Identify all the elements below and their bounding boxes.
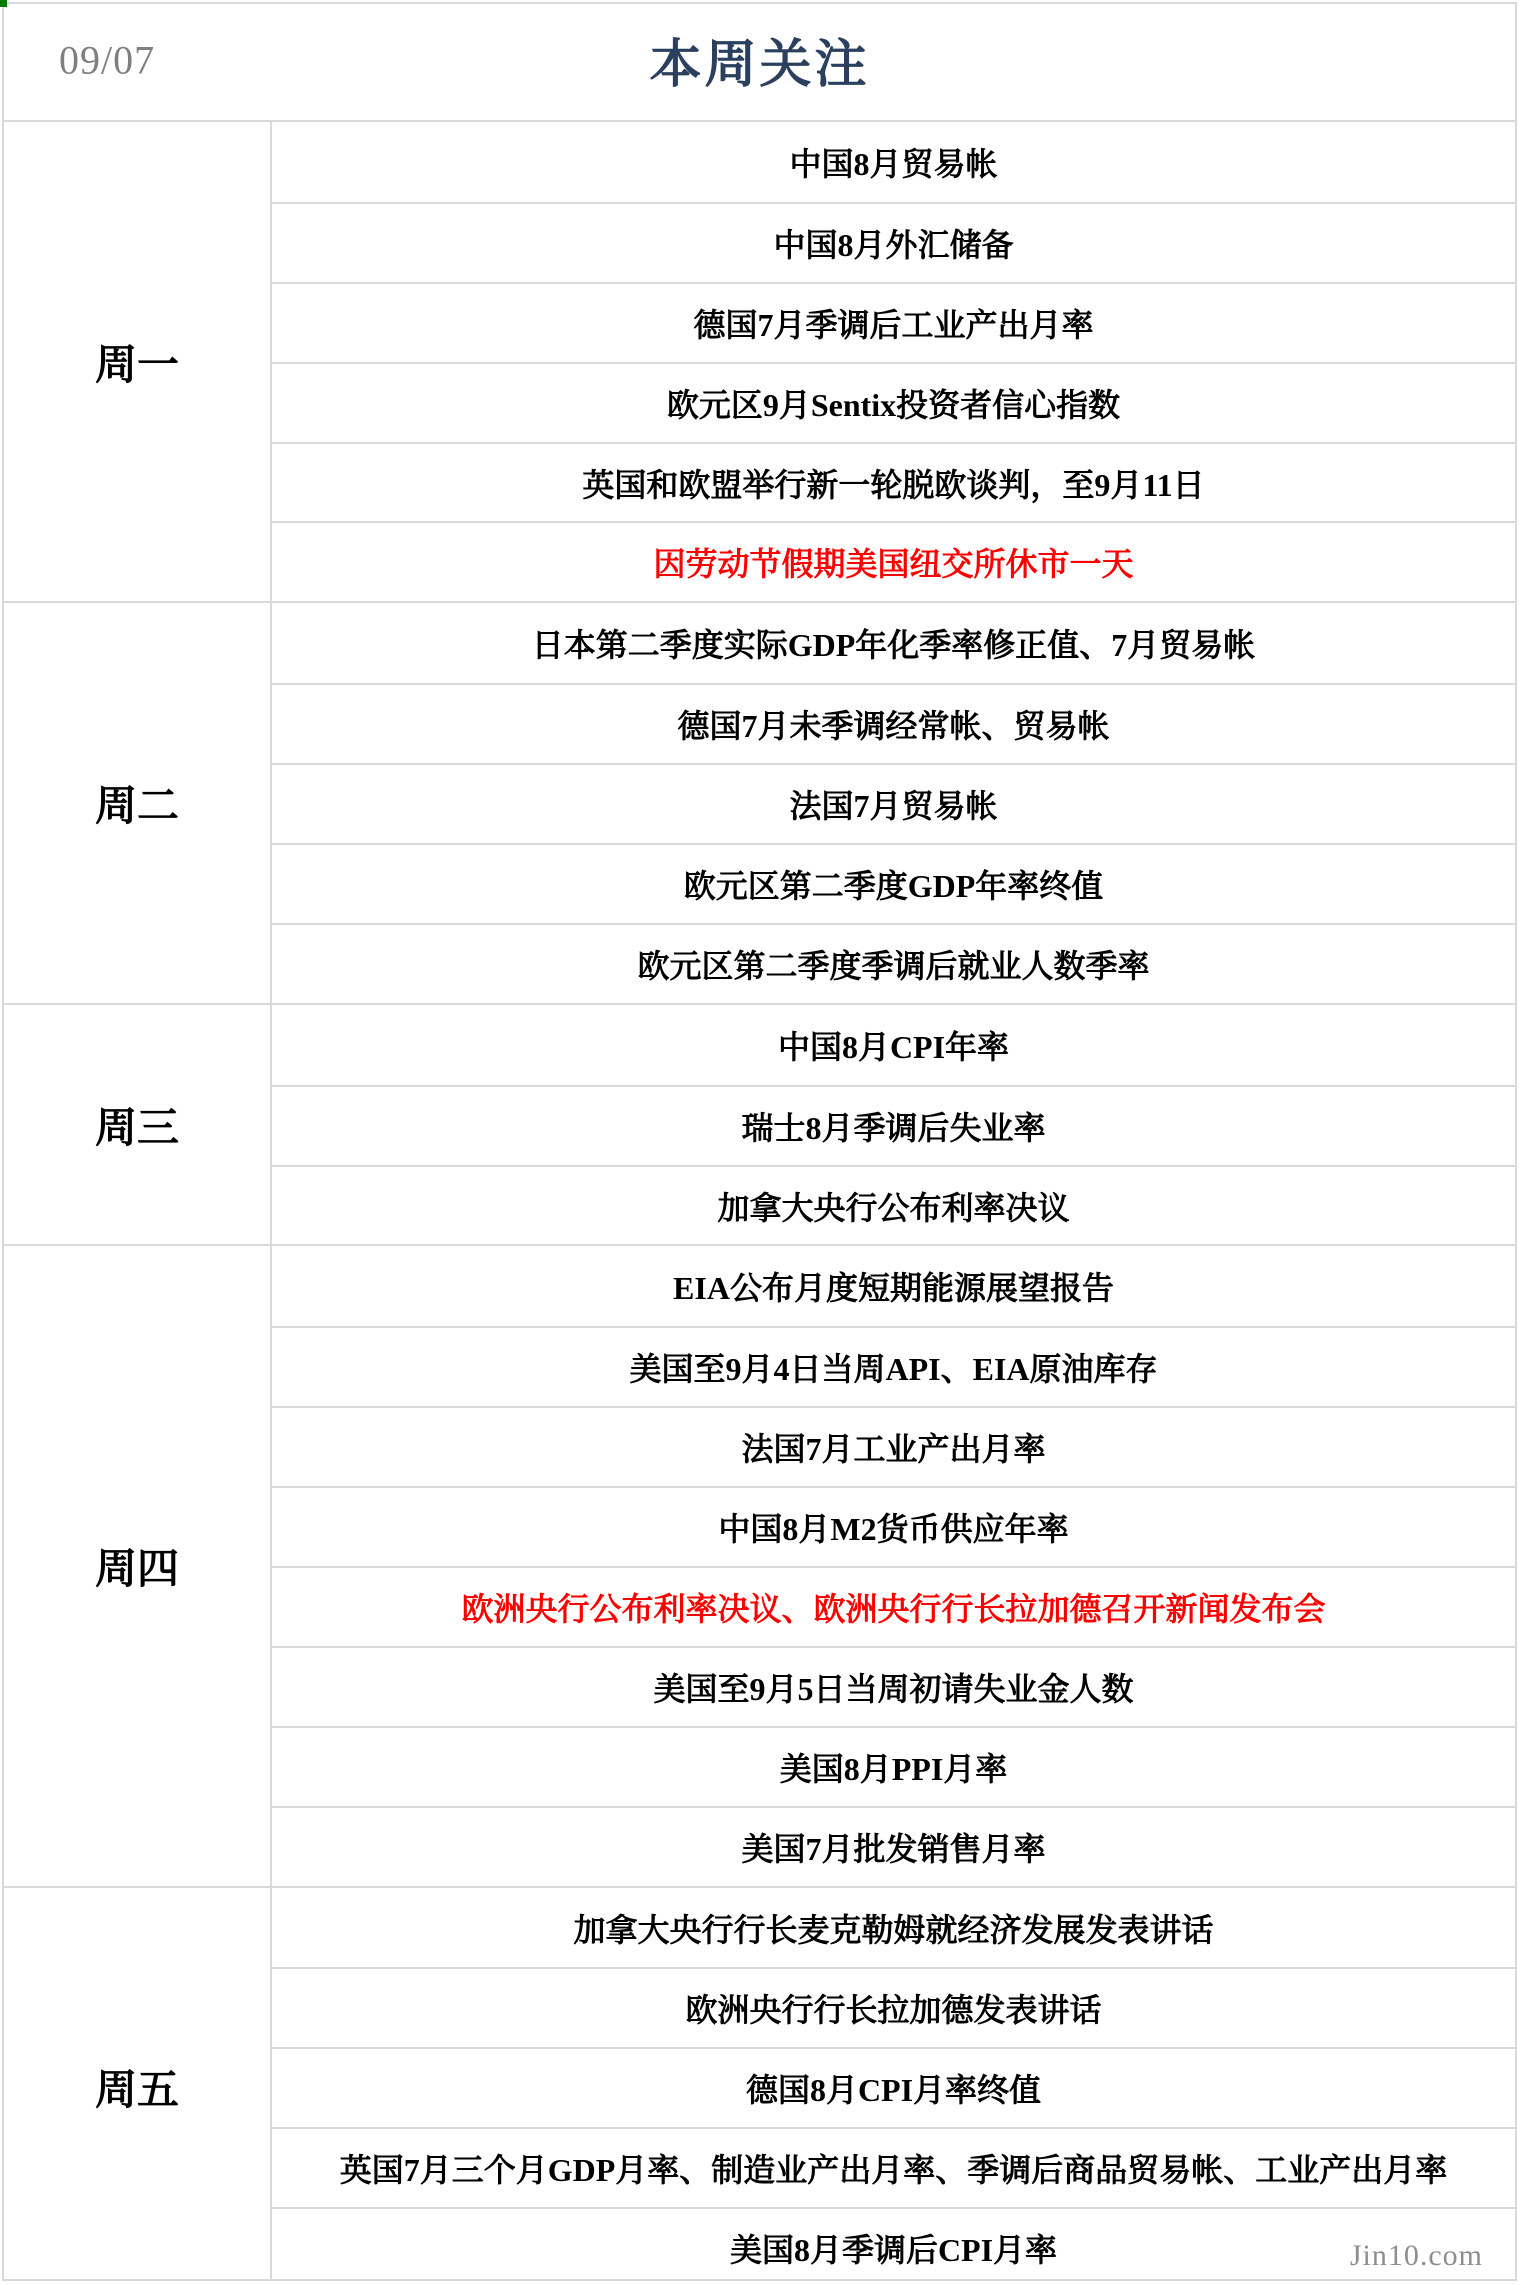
event-row: 英国和欧盟举行新一轮脱欧谈判，至9月11日 (272, 442, 1515, 522)
event-row: 美国8月季调后CPI月率 (272, 2207, 1515, 2281)
event-row: 欧元区第二季度季调后就业人数季率 (272, 923, 1515, 1003)
event-rows-thursday (272, 1246, 1515, 1885)
day-label-monday: 周一 (4, 122, 272, 601)
event-row: 美国7月批发销售月率 (272, 1806, 1515, 1886)
day-section-friday (4, 1886, 1515, 2281)
event-rows-friday (272, 1888, 1515, 2281)
table-header (4, 4, 1515, 122)
event-rows-tuesday (272, 603, 1515, 1002)
event-row: 日本第二季度实际GDP年化季率修正值、7月贸易帐 (531, 627, 1256, 664)
event-row: 德国8月CPI月率终值 (272, 2047, 1515, 2127)
event-row: 英国7月三个月GDP月率、制造业产出月率、季调后商品贸易帐、工业产出月率 (272, 2127, 1515, 2207)
event-row: 中国8月外汇储备 (272, 202, 1515, 282)
day-label-tuesday: 周二 (4, 603, 272, 1002)
sheet-corner-marker (0, 0, 7, 7)
event-row: 美国至9月5日当周初请失业金人数 (272, 1646, 1515, 1726)
event-row: 美国8月PPI月率 (272, 1726, 1515, 1806)
event-row-highlighted: 因劳动节假期美国纽交所休市一天 (272, 521, 1515, 601)
event-row: 法国7月贸易帐 (272, 763, 1515, 843)
event-row: 德国7月季调后工业产出月率 (272, 282, 1515, 362)
event-row: 法国7月工业产出月率 (272, 1406, 1515, 1486)
event-row: 加拿大央行行长麦克勒姆就经济发展发表讲话 (573, 1911, 1214, 1948)
event-rows-wednesday (272, 1005, 1515, 1245)
event-row: 瑞士8月季调后失业率 (272, 1085, 1515, 1165)
day-section-wednesday (4, 1003, 1515, 1245)
event-row: 中国8月CPI年率 (777, 1028, 1010, 1065)
day-section-tuesday (4, 601, 1515, 1002)
header-date: 09/07 (59, 37, 156, 83)
watermark-text: Jin10.com (1349, 2239, 1483, 2272)
day-label-friday: 周五 (4, 1888, 272, 2281)
event-row: EIA公布月度短期能源展望报告 (673, 1270, 1114, 1307)
event-row: 欧元区9月Sentix投资者信心指数 (272, 362, 1515, 442)
week-sections (4, 122, 1515, 2281)
event-row-highlighted: 欧洲央行公布利率决议、欧洲央行行长拉加德召开新闻发布会 (272, 1566, 1515, 1646)
event-row: 德国7月未季调经常帐、贸易帐 (272, 683, 1515, 763)
event-row: 中国8月M2货币供应年率 (272, 1486, 1515, 1566)
event-row: 欧元区第二季度GDP年率终值 (272, 843, 1515, 923)
weekly-calendar-table (2, 2, 1517, 2281)
event-row: 美国至9月4日当周API、EIA原油库存 (272, 1326, 1515, 1406)
day-section-thursday (4, 1244, 1515, 1885)
event-row: 中国8月贸易帐 (789, 145, 998, 182)
event-row: 加拿大央行公布利率决议 (272, 1165, 1515, 1245)
page-title: 本周关注 (649, 36, 870, 94)
day-label-wednesday: 周三 (4, 1005, 272, 1245)
day-section-monday (4, 122, 1515, 601)
event-rows-monday (272, 122, 1515, 601)
day-label-thursday: 周四 (4, 1246, 272, 1885)
event-row: 欧洲央行行长拉加德发表讲话 (272, 1967, 1515, 2047)
